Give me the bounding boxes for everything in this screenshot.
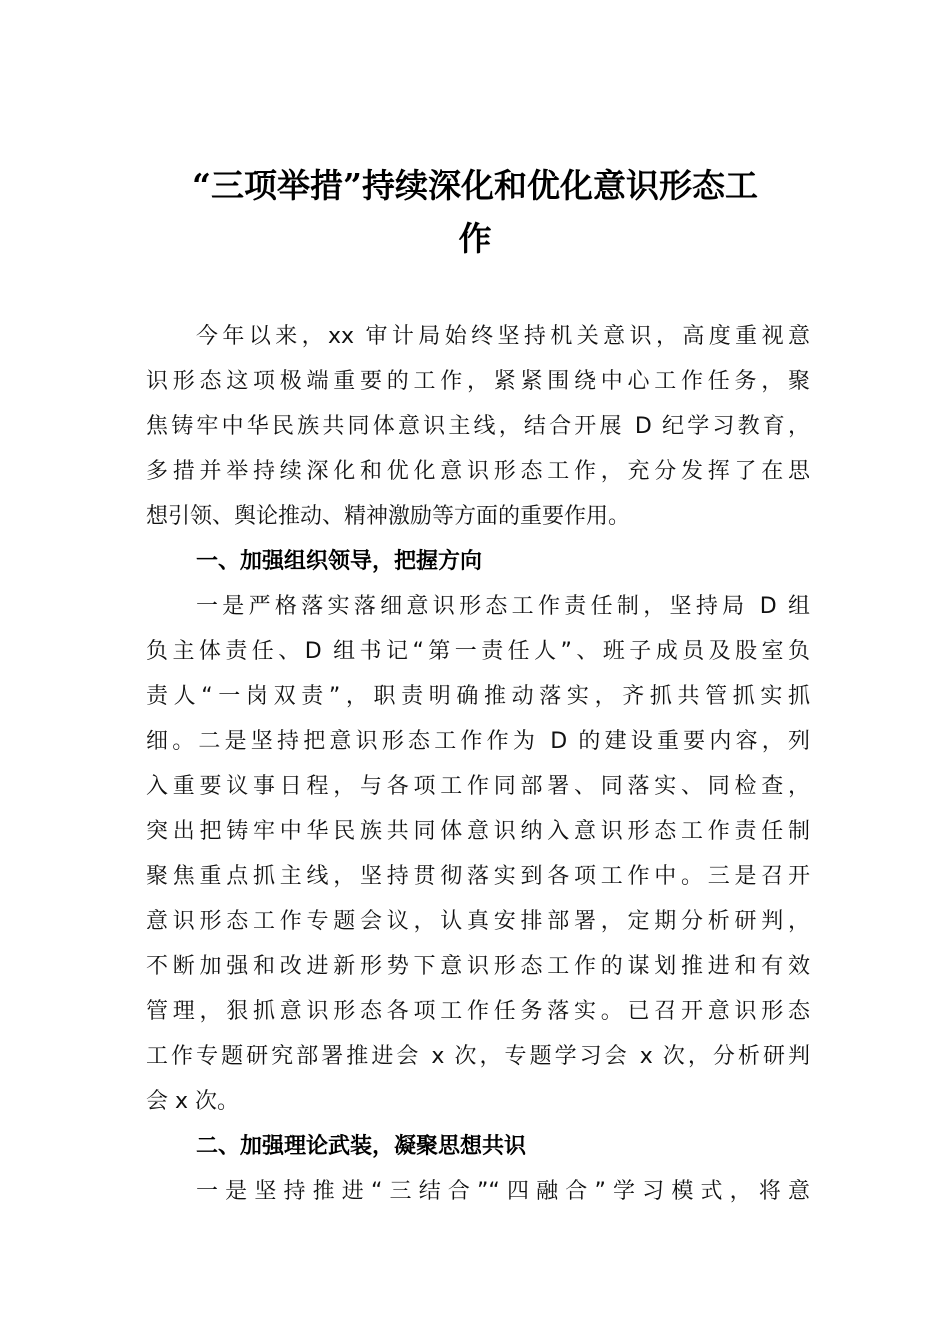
section-1-heading: 一、加强组织领导，把握方向: [196, 549, 483, 574]
intro-line: 多措并举持续深化和优化意识形态工作，充分发挥了在思: [146, 459, 810, 484]
document-title-line-1: “三项举措”持续深化和优化意识形态工: [192, 166, 758, 205]
body-line: 聚焦重点抓主线，坚持贯彻落实到各项工作中。三是召开: [146, 864, 810, 889]
body-line: 入重要议事日程，与各项工作同部署、同落实、同检查，: [146, 774, 810, 799]
body-line: 突出把铸牢中华民族共同体意识纳入意识形态工作责任制: [146, 819, 810, 844]
body-line: 一是坚持推进“三结合”“四融合”学习模式，将意: [196, 1179, 810, 1204]
intro-line: 今年以来，xx 审计局始终坚持机关意识，高度重视意: [196, 324, 810, 349]
body-line: 不断加强和改进新形势下意识形态工作的谋划推进和有效: [146, 954, 810, 979]
body-line: 责人“一岗双责”，职责明确推动落实，齐抓共管抓实抓: [146, 684, 810, 709]
body-line: 管理，狠抓意识形态各项工作任务落实。已召开意识形态: [146, 999, 810, 1024]
body-line: 一是严格落实落细意识形态工作责任制，坚持局 D 组: [196, 594, 810, 619]
body-line: 工作专题研究部署推进会 x 次，专题学习会 x 次，分析研判: [146, 1044, 810, 1069]
body-line: 意识形态工作专题会议，认真安排部署，定期分析研判，: [146, 909, 810, 934]
body-line: 负主体责任、D 组书记“第一责任人”、班子成员及股室负: [146, 639, 810, 664]
intro-line: 想引领、舆论推动、精神激励等方面的重要作用。: [146, 504, 631, 529]
document-title-line-2: 作: [458, 219, 492, 258]
body-line: 会 x 次。: [146, 1089, 240, 1114]
body-line: 细。二是坚持把意识形态工作作为 D 的建设重要内容，列: [146, 729, 810, 754]
intro-line: 焦铸牢中华民族共同体意识主线，结合开展 D 纪学习教育，: [146, 414, 810, 439]
intro-line: 识形态这项极端重要的工作，紧紧围绕中心工作任务，聚: [146, 369, 810, 394]
section-2-heading: 二、加强理论武装，凝聚思想共识: [196, 1134, 527, 1159]
